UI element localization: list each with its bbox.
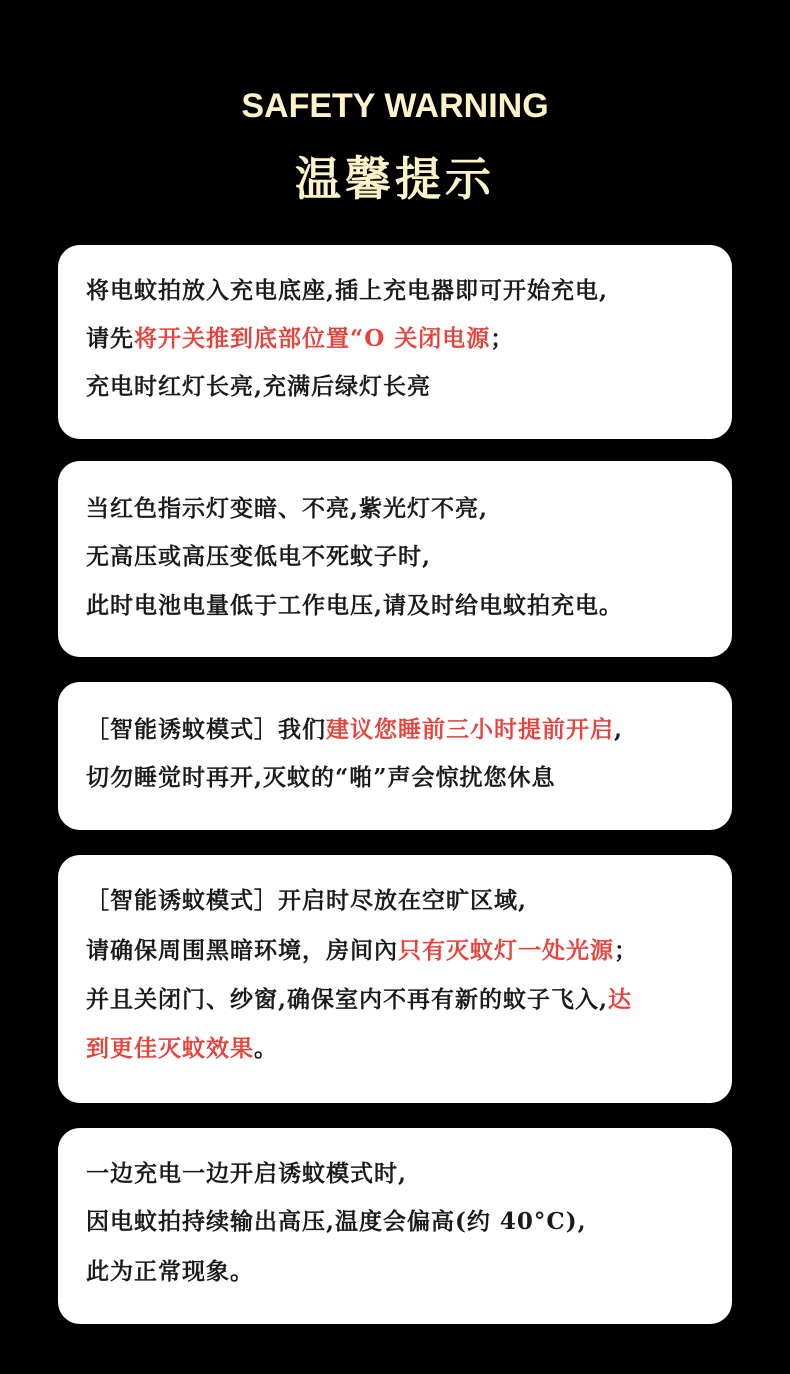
text-segment: ； [614, 937, 638, 964]
text-segment: 当红色指示灯变暗、不亮,紫光灯不亮, [86, 495, 489, 522]
text-segment: 无高压或高压变低电不死蚊子时, [86, 543, 432, 570]
text-segment: 并且关闭门、纱窗,确保室内不再有新的蚊子飞入, [86, 986, 609, 1013]
tip-card-low-battery [58, 461, 732, 657]
highlight-text: 只有灭蚊灯一处光源 [398, 937, 614, 964]
text-segment: , [614, 716, 624, 743]
text-segment: 充电时红灯长亮,充满后绿灯长亮 [86, 373, 432, 400]
text-segment: 请确保周围黑暗环境，房间內 [86, 937, 398, 964]
tip-line [86, 1256, 712, 1288]
text-segment: 请先 [86, 325, 134, 352]
tip-card-mosquito-mode-placement [58, 855, 732, 1103]
text-segment: 将电蚊拍放入充电底座,插上充电器即可开始充电, [86, 277, 609, 304]
text-segment: 此为正常现象。 [86, 1258, 254, 1285]
tip-line [86, 762, 712, 794]
text-segment: 此时电池电量低于工作电压,请及时给电蚊拍充电。 [86, 592, 624, 619]
tip-card-mosquito-mode-timing [58, 682, 732, 830]
highlight-text: 建议您睡前三小时提前开启 [326, 716, 614, 743]
title-chinese: 温馨提示 [295, 152, 495, 206]
tip-line [86, 984, 712, 1016]
tip-line [86, 885, 712, 917]
tip-line [86, 1033, 712, 1065]
text-segment: 一边充电一边开启诱蚊模式时, [86, 1160, 408, 1187]
tip-line [86, 935, 712, 967]
text-segment: 切勿睡觉时再开,灭蚊的“啪”声会惊扰您休息 [86, 764, 556, 791]
tip-line [86, 493, 712, 525]
tip-line [86, 1158, 712, 1190]
highlight-text: 将开关推到底部位置“O 关闭电源 [134, 325, 491, 352]
text-segment: 。 [254, 1035, 278, 1062]
tip-line [86, 323, 712, 355]
text-segment: ； [490, 325, 515, 352]
tip-line [86, 541, 712, 573]
tip-line [86, 371, 712, 403]
tip-line [86, 275, 712, 307]
tip-card-charging [58, 245, 732, 439]
highlight-text: 达 [608, 986, 633, 1013]
title-english: SAFETY WARNING [241, 87, 549, 125]
tip-card-temperature [58, 1128, 732, 1324]
tip-line [86, 714, 712, 746]
tip-line [86, 590, 712, 622]
text-segment: ［智能诱蚊模式］我们 [86, 716, 326, 743]
tip-line [86, 1206, 712, 1238]
highlight-text: 到更佳灭蚊效果 [86, 1035, 254, 1062]
text-segment: ［智能诱蚊模式］开启时尽放在空旷区域, [86, 887, 528, 914]
text-segment: 因电蚊拍持续输出高压,温度会偏高(约 40°C), [86, 1208, 587, 1235]
